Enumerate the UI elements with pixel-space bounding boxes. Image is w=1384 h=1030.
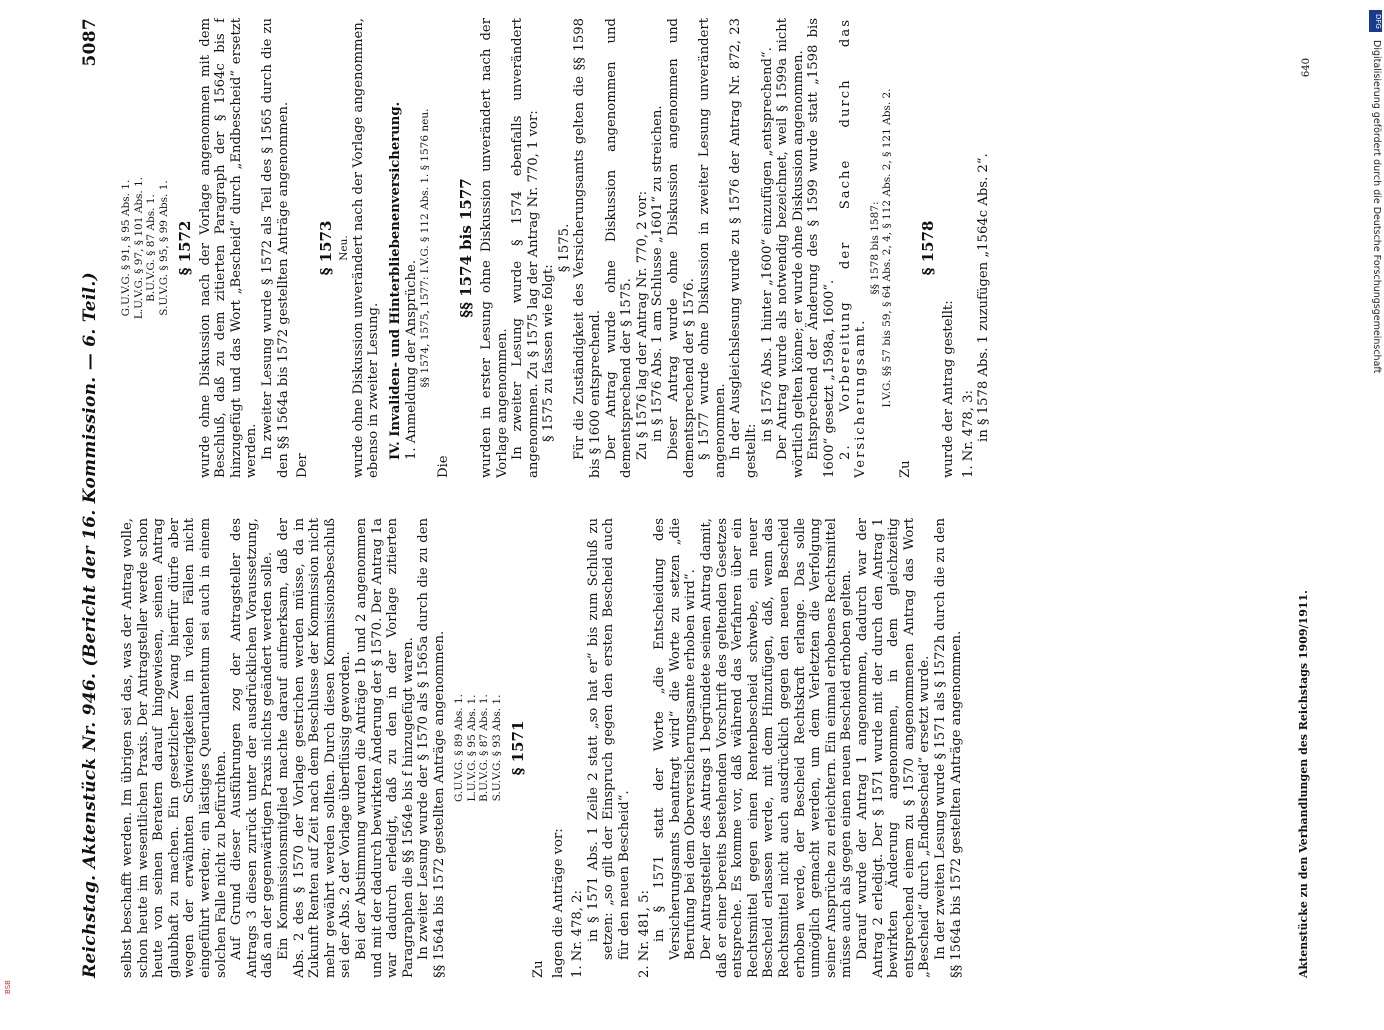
law-references: §§ 1578 bis 1587: [868, 201, 881, 295]
paragraph: Zu § 1576 lag der Antrag Nr. 770, 2 vor: [634, 190, 650, 460]
paragraph: In der zweiten Lesung wurde § 1571 als § 1572h durch die zu den §§ 1564a bis 1572 gestellten Anträge angenommen. [932, 518, 964, 978]
zu-label: Zu [531, 960, 547, 978]
law-references [453, 518, 503, 978]
paragraph: Der Antrag wurde ohne Diskussion angenommen und dementsprechend der § 1575. [603, 18, 635, 478]
header-title: Reichstag. Aktenstück Nr. 946. (Bericht der 16. Kommission. — 6. Teil.) [80, 272, 100, 978]
page-number: 5087 [80, 18, 100, 67]
section-heading: §§ 1574 bis 1577 [457, 178, 476, 318]
paragraph: Dieser Antrag wurde ohne Diskussion angenommen und dementsprechend der § 1576. [666, 18, 697, 478]
quote: § 1575 zu fassen wie folgt: [541, 264, 557, 442]
page-header [80, 18, 108, 978]
page-footer: Aktenstücke zu den Verhandlungen des Reichstags 1909/1911. [1297, 590, 1310, 978]
left-column [120, 518, 1280, 978]
section-heading: § 1571 [509, 720, 528, 776]
paragraph: Für die Zuständigkeit des Versicherungsamts gelten die §§ 1598 bis § 1600 entsprechend. [572, 18, 604, 478]
reference-line: G.U.V.G. § 89 Abs. 1. [453, 693, 466, 803]
motion-label: 1. Nr. 478, 2: [570, 890, 586, 978]
paragraph: wurden in erster Lesung ohne Diskussion unverändert nach der Vorlage angenommen. [478, 18, 510, 478]
paragraph: In zweiter Lesung wurde § 1574 ebenfalls unverändert angenommen. Zu § 1575 lag der Antrag Nr. 770, 1 vor: [510, 18, 541, 478]
section-heading: § 1578 [919, 220, 938, 276]
section-heading: § 1572 [176, 220, 194, 276]
paragraph: Entsprechend der Änderung des § 1599 wurde statt „1598 bis 1600“ gesetzt „1598a, 1600“. [806, 18, 837, 478]
law-references: §§ 1574, 1575, 1577: I.V.G. § 112 Abs. 1. § 1576 neu. [419, 108, 432, 388]
paragraph: Ein Kommissionsmitglied machte darauf aufmerksam, daß der Abs. 2 des § 1570 der Vorlage gestrichen werden müsse, da in Zukunft Renten auf Zeit nach dem Beschlusse der Kommission nicht mehr gewährt werden sollten. Durch diesen Kommissionsbeschluß sei der Abs. 2 der Vorlage überflüssig geworden. [275, 518, 354, 978]
law-references: I.V.G. §§ 57 bis 59, § 64 Abs. 2, 4, § 112 Abs. 2, § 121 Abs. 2. [881, 88, 894, 408]
paragraph: wurde der Antrag gestellt: [940, 300, 956, 478]
law-references [120, 18, 170, 478]
quote-paragraph: § 1575. [556, 223, 572, 273]
paragraph: selbst beschafft werden. Im übrigen sei das, was der Antrag wolle, schon heute im wesentlichen Praxis. Der Antragsteller werde schon heute von seinen Beratern darauf hingewiesen, seinen Antrag glaubhaft zu machen. Ein gesetzlicher Zwang hierfür dürfe aber wegen der erwähnten Schwierigkeiten in vielen Fällen nicht eingeführt werden; ein lästiges Querulantentum sei auch in einem solchen Falle nicht zu befürchten. [120, 518, 229, 978]
paragraph: Der Antragsteller des Antrags 1 begründete seinen Antrag damit, daß er einer bereits bestehenden Vorschrift des geltenden Gesetzes entspreche. Es komme vor, daß während das Verfahren über ein Rechtsmittel gegen einen Rentenbescheid schwebe, ein neuer Bescheid erlassen werde, mit dem Hinzufügen, daß, wenn das Rechtsmittel nicht auch ausdrücklich gegen den neuen Bescheid erhoben werde, der Bescheid Rechtskraft erlange. Das solle unmöglich gemacht werden, um dem Verletzten die Verfolgung seiner Ansprüche zu erleichtern. Ein einmal erhobenes Rechtsmittel müsse auch als gegen einen neuen Bescheid erhoben gelten. [699, 518, 855, 978]
motion-text: in § 1571 Abs. 1 Zeile 2 statt „so hat er“ bis zum Schluß zu setzen: „so gilt der Einspruch gegen den ersten Bescheid auch für den neuen Bescheid“. [585, 518, 633, 960]
rotated-page [80, 18, 1310, 978]
motion-text: in § 1578 Abs. 1 zuzufügen „1564c Abs. 2“. [976, 153, 992, 442]
die-label: Die [435, 455, 451, 478]
subsection-title: 2. Vorbereitung der Sache durch das Versicherungsamt. [837, 18, 869, 478]
right-column [120, 18, 1280, 478]
subsection-title: 1. Anmeldung der Ansprüche. [403, 259, 419, 460]
motion-text: in § 1571 statt der Worte „die Entscheidung des Versicherungsamts beantragt wird“ die Worte zu setzen „die Berufung bei dem Oberversicherungsamte erhoben wird“. [652, 518, 699, 960]
paragraph: Auf Grund dieser Ausführungen zog der Antragsteller des Antrags 3 diesen zurück unter der ausdrücklichen Voraussetzung, daß an der gegenwärtigen Praxis nichts geändert werden solle. [229, 518, 276, 978]
section-title: IV. Invaliden- und Hinterbliebenenversicherung. [388, 101, 404, 460]
paragraph: § 1577 wurde ohne Diskussion in zweiter Lesung unverändert angenommen. [697, 18, 728, 478]
reference-line: L.U.V.G. § 95 Abs. 1. [465, 694, 478, 802]
reference-line: B.U.V.G. § 87 Abs. 1. [478, 694, 491, 802]
section-heading: § 1573 [316, 220, 335, 276]
paragraph: Der Antrag wurde als notwendig bezeichnet, weil § 1599a nicht wörtlich gelten könne; er wurde ohne Diskussion angenommen. [775, 18, 806, 478]
motion-label: 2. Nr. 481, 5: [636, 890, 652, 978]
paragraph: lagen die Anträge vor: [550, 828, 566, 978]
paragraph: wurde ohne Diskussion unverändert nach der Vorlage angenommen, ebenso in zweiter Lesung. [350, 18, 382, 478]
bsb-mark: BSB [4, 980, 12, 994]
dfg-logo: DFG [1369, 10, 1382, 32]
paragraph: In der Ausgleichslesung wurde zu § 1576 der Antrag Nr. 872, 23 gestellt: [728, 18, 759, 478]
quote: in § 1576 Abs. 1 am Schlusse „1601“ zu streichen. [650, 105, 666, 442]
motion-label: 1. Nr. 478, 3: [960, 390, 976, 478]
reference-line: B.U.V.G. § 87 Abs. 1. [145, 194, 157, 302]
paragraph: Bei der Abstimmung wurden die Anträge 1b und 2 angenommen und mit der dadurch bewirkten Änderung der § 1570. Der Antrag 1a war dadurch erledigt, daß zu den in der Vorlage zitierten Paragraphen die §§ 1564e bis f hinzugefügt waren. [353, 518, 416, 978]
reference-line: S.U.V.G. § 95, § 99 Abs. 1. [157, 180, 170, 316]
paragraph: In zweiter Lesung wurde § 1572 als Teil des § 1565 durch die zu den §§ 1564a bis 1572 gestellten Anträge angenommen. [259, 18, 291, 478]
reference-line: S.U.V.G. § 93 Abs. 1. [490, 694, 503, 802]
paragraph: wurde ohne Diskussion nach der Vorlage angenommen mit dem Beschluß, daß zu dem zitierten Paragraph der § 1564c bis f hinzugefügt und das Wort „Bescheid“ durch „Endbescheid“ ersetzt werden. [197, 18, 260, 478]
der-label: Der [295, 453, 311, 478]
paragraph: In zweiter Lesung wurde der § 1570 als § 1565a durch die zu den §§ 1564a bis 1572 gestellten Anträge angenommen. [416, 518, 447, 978]
reference-line: L.U.V.G. § 97, § 101 Abs. 1. [132, 176, 145, 320]
paragraph: Darauf wurde der Antrag 1 angenommen, dadurch war der Antrag 2 erledigt. Der § 1571 wurde mit der durch den Antrag 1 bewirkten Änderung angenommen, in dem gleichzeitig entsprechend einem zu § 1570 angenommenen Antrag das Wort „Bescheid“ durch „Endbescheid“ ersetzt wurde. [854, 518, 933, 978]
reference-line: G.U.V.G. § 91, § 95 Abs. 1. [120, 179, 132, 317]
funding-note: Digitalisierung gefördert durch die Deutsche Forschungsgemeinschaft [1371, 40, 1382, 374]
quote: in § 1576 Abs. 1 hinter „1600“ einzufügen „entsprechend“. [759, 47, 775, 442]
zu-label: Zu [897, 460, 913, 478]
neu-label: Neu. [338, 235, 351, 261]
page-code: 640 [1301, 58, 1312, 78]
